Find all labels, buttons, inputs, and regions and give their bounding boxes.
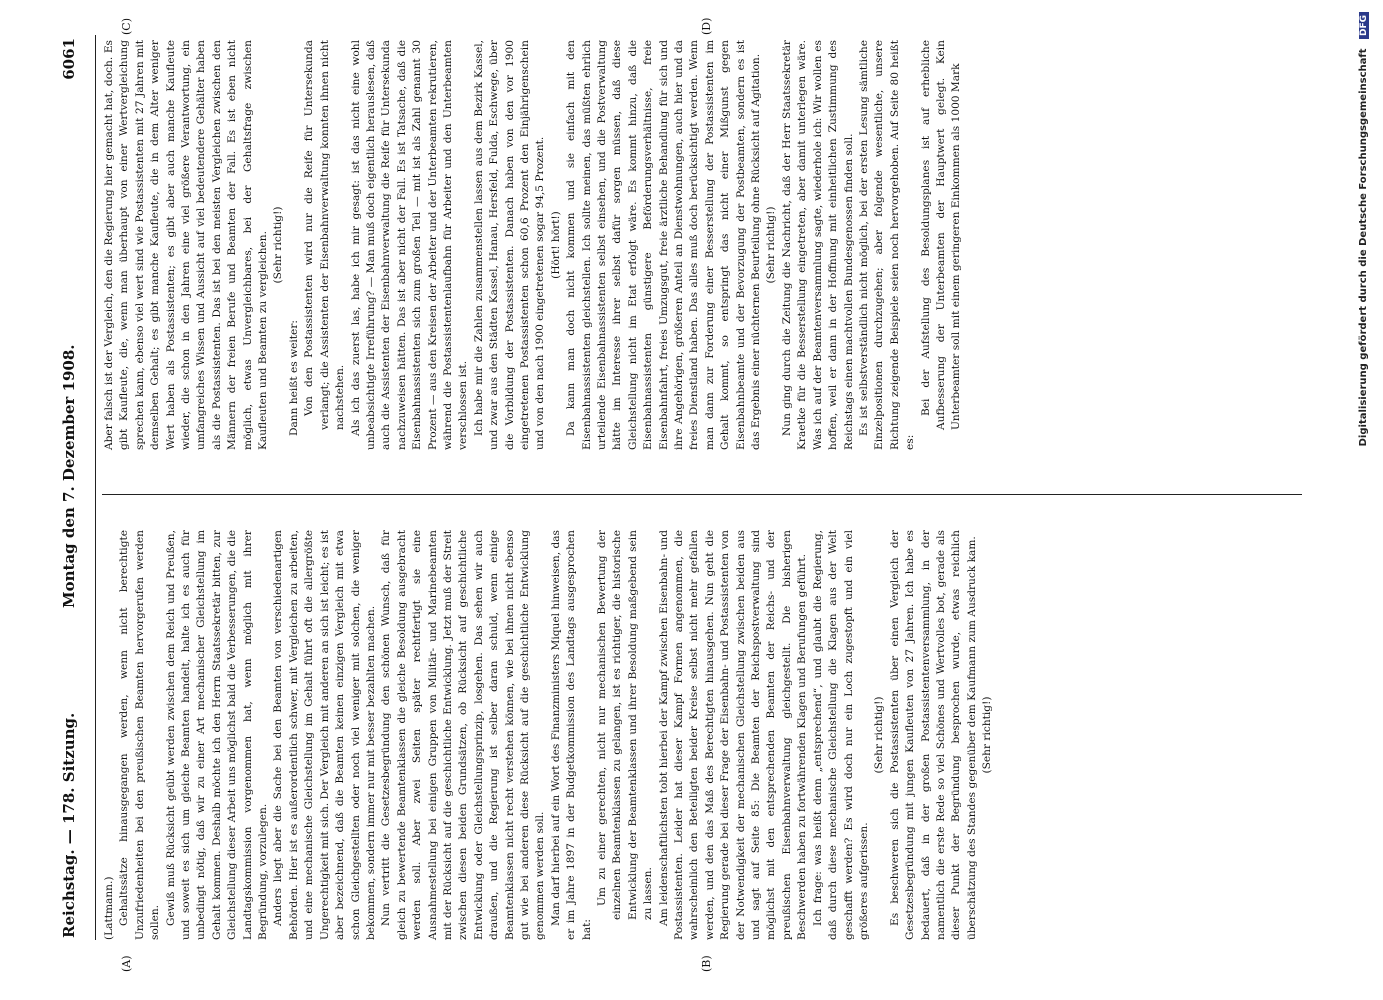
- interjection: (Hört! hört!): [549, 211, 562, 279]
- paragraph: Dann heißt es weiter:: [287, 320, 300, 436]
- column-left: [102, 530, 996, 940]
- column-divider: [102, 494, 1302, 495]
- interjection: (Sehr richtig!): [272, 206, 285, 284]
- paragraph: Man darf hierbei auf ein Wort des Finanzministers Miquel hinweisen, das er im Jahre 1897 in der Budgetkommission des Landtags ausgesprochen hat:: [549, 530, 593, 940]
- marker-a: (A): [120, 955, 133, 972]
- page-header: [50, 38, 90, 938]
- paragraph: Anders liegt aber die Sache bei den Beamten von verschiedenartigen Behörden. Hier ist es außerordentlich schwer, mit Vergleichen zu arbeiten, und eine mechanische Gleichstellung im Gehalt führt oft die allergrößte Ungerechtigkeit mit sich. Der Vergleich mit anderen an sich ist leicht; es ist aber bezeichnend, daß die Beamten keinen einzigen Vergleich mit etwa schon Gleichgestellten oder noch viel weniger mit solchen, die weniger bekommen, sondern immer nur mit besser bezahlten machen.: [272, 530, 377, 940]
- paragraph: Als ich das zuerst las, habe ich mir gesagt: ist das nicht eine wohl unbeabsichtigte Irreführung? — Man muß doch eigentlich herauslesen, daß auch die Assistenten der Eisenbahnverwaltung die Reife für Untersekunda nachzuweisen hätten. Das ist aber nicht der Fall. Es ist Tatsache, daß die Eisenbahnassistenten sich zum großen Teil — mit ist als Zahl genannt 30 Prozent — aus den Kreisen der Arbeiter und der Unterbeamten rekrutieren, während die Postassistentenlaufbahn für Arbeiter und den Unterbeamten verschlossen ist.: [349, 40, 470, 450]
- paragraph: Ich frage: was heißt denn „entsprechend“, und glaubt die Regierung, daß durch diese mechanische Gleichstellung die Klagen aus der Welt geschafft werden? Es wird doch nur ein Loch zugestopft und ein viel größeres aufgerissen.: [811, 530, 870, 940]
- header-rule: [95, 35, 96, 940]
- marker-c: (C): [120, 18, 133, 35]
- paragraph: Es beschweren sich die Postassistenten über einen Vergleich der Gesetzesbegründung mit jungen Kaufleuten von 27 Jahren. Ich habe es bedauert, daß in der großen Postassistentenversammlung, in der namentlich die erste Rede so viel Schönes und Wertvolles bot, gerade als dieser Punkt der Begründung besprochen wurde, etwas reichlich überschätzung des Standes gegenüber dem Kaufmann zum Ausdruck kam.: [888, 530, 978, 940]
- paragraph: Aber falsch ist der Vergleich, den die Regierung hier gemacht hat, doch. Es gibt Kaufleute, die, wenn man überhaupt von einer Wertvergleichung sprechen kann, ebenso viel wert sind wie Postassistenten mit 27 Jahren mit demselben Gehalt; es gibt manche Kaufleute, die in dem Alter weniger Wert haben als Postassistenten; es gibt aber auch manche Kaufleute wieder, die schon in den Jahren eine viel größere Verantwortung, ein umfangreiches Wissen und Aussicht auf viel bedeutendere Gehälter haben als die Postassistenten. Das ist bei den meisten Vergleichen zwischen den Männern der freien Berufe und Beamten der Fall. Es ist eben nicht möglich, etwas Unvergleichbares, bei der Gehaltsfrage zwischen Kaufleuten und Beamten zu vergleichen.: [103, 40, 270, 450]
- header-left: Reichstag. — 178. Sitzung.: [60, 712, 78, 938]
- marker-b: (B): [700, 955, 713, 972]
- marker-d: (D): [700, 17, 713, 35]
- paragraph: Nun vertritt die Gesetzesbegründung den schönen Wunsch, daß für gleich zu bewertende Beamtenklassen die gleiche Besoldung ausgebracht werden soll. Aber zwei Seiten später rechtfertigt sie eine Ausnahmestellung bei einigen Gruppen von Militär- und Marinebeamten mit der Rücksicht auf die geschichtliche Entwicklung. Jetzt muß der Streit zwischen diesen beiden Grundsätzen, ob Rücksicht auf geschichtliche Entwicklung oder Gleichstellungsprinzip, losgehen. Das sehen wir auch draußen, und die Regierung ist selber daran schuld, wenn einige Beamtenklassen nicht recht verstehen können, wie bei ihnen nicht ebenso gut wie bei anderen diese Rücksicht auf die geschichtliche Entwicklung genommen werden soll.: [380, 530, 547, 940]
- paragraph: Ich habe mir die Zahlen zusammenstellen lassen aus dem Bezirk Kassel, und zwar aus den Städten Kassel, Hanau, Hersfeld, Fulda, Eschwege, über die Vorbildung der Postassistenten. Danach haben von den vor 1900 eingetretenen Postassistenten schon 60,6 Prozent den Einjährigenschein und von den nach 1900 eingetretenen sogar 94,5 Prozent.: [472, 40, 547, 450]
- quote: Bei der Aufstellung des Besoldungsplanes ist auf erhebliche Aufbesserung der Unterbeamten der Hauptwert gelegt. Kein Unterbeamter soll mit einem geringeren Einkommen als 1000 Mark: [919, 40, 963, 430]
- quote: Von den Postassistenten wird nur die Reife für Untersekunda verlangt; die Assistenten der Eisenbahnverwaltung konnten ihnen nicht nachstehen.: [303, 40, 347, 430]
- digitization-note: [1358, 12, 1369, 992]
- paragraph: Es ist selbstverständlich nicht möglich, bei der ersten Lesung sämtliche Einzelpositionen durchzugehen; aber folgende wesentliche, unsere Richtung zeigende Beispiele seien noch hervorgehoben. Auf Seite 80 heißt es:: [857, 40, 917, 450]
- interjection: (Sehr richtig!): [765, 206, 778, 284]
- digitization-text: Digitalisierung gefördert durch die Deutsche Forschungsgemeinschaft: [1358, 48, 1369, 447]
- dfg-logo: DFG: [1359, 12, 1369, 39]
- speaker-name: (Lattmann.): [103, 876, 115, 940]
- paragraph: Am leidenschaftlichsten tobt hierbei der Kampf zwischen Eisenbahn- und Postassistenten. Leider hat dieser Kampf Formen angenommen, die wahrscheinlich den Beteiligten beider Kreise selbst nicht mehr gefallen werden, und den das Maß des Berechtigten hinausgehen. Nun geht die Regierung gerade bei dieser Frage der Eisenbahn- und Postassistenten von der Notwendigkeit der mechanischen Gleichstellung zwischen beiden aus und sagt auf Seite 85: Die Beamten der Reichspostverwaltung sind möglichst mit den entsprechenden Beamten der Reichs- und der preußischen Eisenbahnverwaltung gleichgestellt. Die bisherigen Beschwerden haben zu fortwährenden Klagen und Berufungen geführt.: [657, 530, 809, 940]
- interjection: (Sehr richtig!): [981, 696, 994, 774]
- paragraph: Da kann man doch nicht kommen und sie einfach mit den Eisenbahnassistenten gleichstellen. Ich sollte meinen, das müßten ehrlich urteilende Eisenbahnassistenten selbst einsehen, und die Postverwaltung hätte im Interesse ihrer selbst dafür sorgen müssen, daß diese Gleichstellung nicht im Etat erfolgt wäre. Es kommt hinzu, daß die Eisenbahnassistenten günstigere Beförderungsverhältnisse, freie Eisenbahnfahrt, freies Umzugsgut, freie ärztliche Behandlung für sich und ihre Angehörigen, größeren Anteil an Dienstwohnungen, auch hier und da freies Dienstland haben. Das alles muß doch berücksichtigt werden. Wenn man dann zur Forderung einer Besserstellung der Postassistenten im Gehalt kommt, so entspringt das nicht einer Mißgunst gegen Eisenbahnbeamte und der Bevorzugung der Postbeamten, sondern es ist das Ergebnis einer nüchternen Beurteilung ohne Rücksicht auf Agitation.: [565, 40, 763, 450]
- column-right: [102, 40, 965, 450]
- paragraph: Gehaltssätze hinausgegangen werden, wenn nicht berechtigte Unzufriedenheiten bei den preußischen Beamten hervorgerufen werden sollen.: [118, 530, 162, 940]
- paragraph: Gewiß muß Rücksicht geübt werden zwischen dem Reich und Preußen, und soweit es sich um gleiche Beamten handelt, halte ich es auch für unbedingt nötig, daß wir zu einer Art mechanischer Gleichstellung im Gehalt kommen. Deshalb möchte ich den Herrn Staatssekretär bitten, zur Gleichstellung dieser Arbeit uns möglichst bald die Verbesserungen, die die Landtagskommission vorgenommen hat, wenn möglich mit ihrer Begründung, vorzulegen.: [164, 530, 270, 940]
- paragraph: Nun ging durch die Zeitung die Nachricht, daß der Herr Staatssekretär Kraetke für die Besserstellung eingetreten, aber damit unterlegen wäre. Was ich auf der Beamtenversammlung sagte, wiederhole ich: Wir wollen es hoffen, weil er dann in der Hoffnung mit einheitlichen Zustimmung des Reichstags einen machtvollen Bundesgenossen finden soll.: [780, 40, 855, 450]
- quote: Um zu einer gerechten, nicht nur mechanischen Bewertung der einzelnen Beamtenklassen zu gelangen, ist es richtiger, die historische Entwicklung der Beamtenklassen und ihrer Besoldung maßgebend sein zu lassen.: [596, 530, 655, 920]
- header-date: Montag den 7. Dezember 1908.: [60, 344, 78, 608]
- page-number: 6061: [60, 38, 78, 80]
- interjection: (Sehr richtig!): [873, 696, 886, 774]
